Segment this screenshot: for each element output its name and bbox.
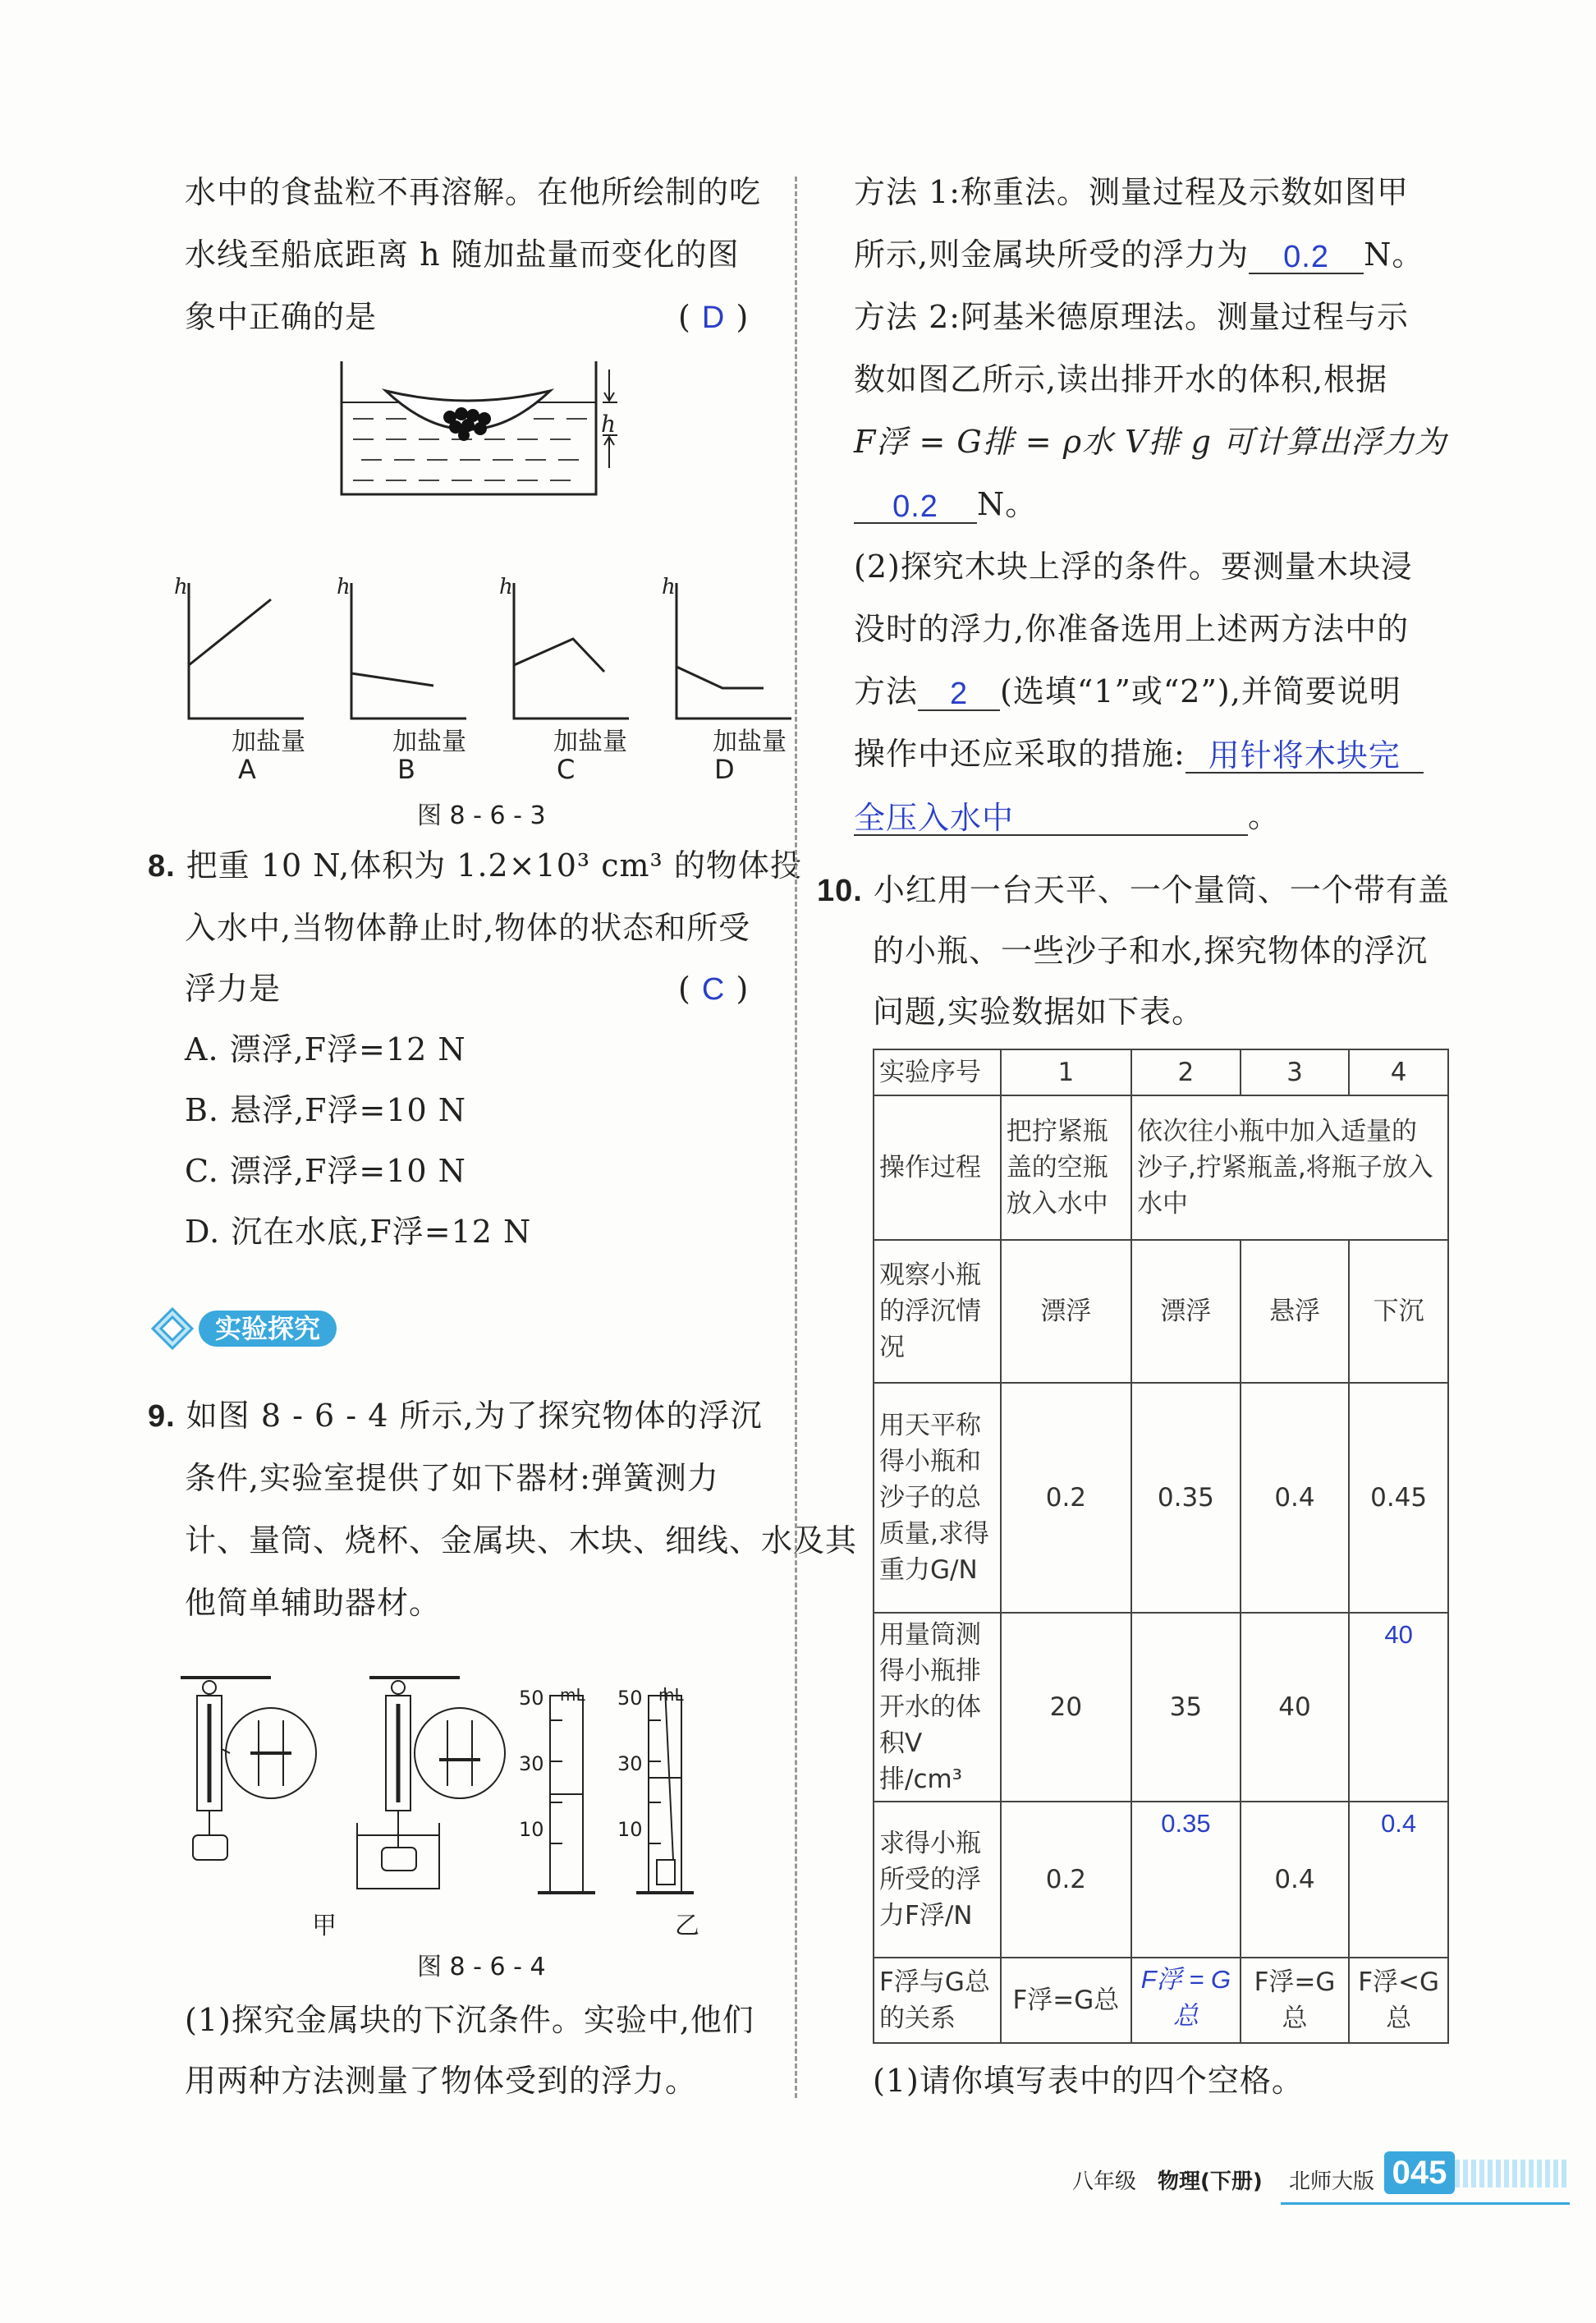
q7-line-3: 象中正确的是 [185, 299, 378, 335]
q8-line-3: 浮力是 [185, 971, 282, 1007]
rel-4: F浮<G总 [1349, 1958, 1448, 2043]
q8-line-1 [148, 846, 802, 886]
q10-text-1: 小红用一台天平、一个量筒、一个带有盖 [873, 872, 1450, 908]
sub2-answer2a: 用针将木块完 [1208, 739, 1401, 774]
table-row [874, 1049, 1448, 1095]
q8-option-b: B. 悬浮,F浮=10 N [185, 1092, 467, 1128]
method1-line-1: 方法 1:称重法。测量过程及示数如图甲 [854, 174, 1410, 210]
q8-line-2: 入水中,当物体静止时,物体的状态和所受 [185, 910, 751, 946]
q7-line-2: 水线至船底距离 h 随加盐量而变化的图 [185, 236, 740, 273]
q10-line-1 [817, 870, 1450, 911]
graph-c-xlabel: 加盐量 [553, 728, 627, 756]
sub2-measure-text: 操作中还应采取的措施: [854, 736, 1186, 772]
row-header-volume: 用量筒测得小瓶排开水的体积V排/cm³ [874, 1613, 1001, 1802]
cyl1-tick-10: 10 [519, 1818, 544, 1841]
graph-d-h: h [662, 575, 676, 599]
method1-line-2 [854, 235, 1424, 274]
buoy-1: 0.2 [1001, 1802, 1131, 1958]
table-row [874, 1240, 1448, 1383]
column-divider [795, 177, 797, 2098]
graph-d-xlabel: 加盐量 [713, 728, 787, 756]
gravity-3: 0.4 [1241, 1383, 1350, 1613]
sub2-line-5 [854, 797, 1280, 836]
cyl2-tick-10: 10 [617, 1818, 643, 1841]
cyl2-tick-50: 50 [617, 1687, 643, 1710]
method2-unit: N。 [977, 486, 1038, 522]
q10-number: 10. [817, 874, 863, 908]
q8-option-d: D. 沉在水底,F浮=12 N [185, 1214, 532, 1250]
row-header-state: 观察小瓶的浮沉情况 [874, 1240, 1001, 1383]
buoy-2 [1131, 1802, 1241, 1958]
cyl1-unit: mL [560, 1685, 585, 1705]
q8-answer: C [701, 972, 726, 1007]
state-2: 漂浮 [1131, 1240, 1241, 1383]
q7-line-1: 水中的食盐粒不再溶解。在他所绘制的吃 [185, 174, 762, 210]
sub2-line-3 [854, 672, 1401, 711]
seq-4: 4 [1349, 1049, 1448, 1095]
method1-answer: 0.2 [1283, 240, 1329, 274]
label-jia: 甲 [312, 1912, 337, 1940]
volume-2: 35 [1131, 1613, 1241, 1802]
graph-c-label: C [557, 754, 576, 785]
section-banner [149, 1306, 363, 1352]
label-yi: 乙 [675, 1912, 699, 1940]
volume-4-answer: 40 [1384, 1620, 1413, 1649]
sub2-answer: 2 [949, 677, 969, 711]
page-number: 045 [1384, 2151, 1455, 2194]
state-3: 悬浮 [1241, 1240, 1350, 1383]
sub2-line-2: 没时的浮力,你准备选用上述两方法中的 [854, 611, 1410, 647]
q9-number: 9. [148, 1399, 176, 1434]
q9-line-1 [148, 1396, 763, 1436]
rel-3: F浮=G总 [1241, 1958, 1350, 2043]
gravity-1: 0.2 [1001, 1383, 1131, 1613]
four-graphs [164, 575, 805, 739]
q8-option-c: C. 漂浮,F浮=10 N [185, 1153, 466, 1189]
sub2-method-text: 方法 [854, 673, 919, 709]
gravity-4: 0.45 [1349, 1383, 1448, 1613]
graph-b-xlabel: 加盐量 [392, 728, 466, 756]
q9-sub1-line-1: (1)探究金属块的下沉条件。实验中,他们 [185, 2002, 754, 2038]
graph-a-xlabel: 加盐量 [232, 728, 305, 756]
rel-2 [1131, 1958, 1241, 2043]
buoy-4 [1349, 1802, 1448, 1958]
footer-subject: 物理(下册) [1158, 2169, 1263, 2194]
row-header-gravity: 用天平称得小瓶和沙子的总质量,求得重力G/N [874, 1383, 1001, 1613]
q8-answer-bracket: ( C ) [678, 971, 750, 1007]
cyl2-unit: mL [658, 1685, 684, 1705]
table-row [874, 1613, 1448, 1802]
footer-rule [1281, 2202, 1570, 2205]
q9-line-3: 计、量筒、烧杯、金属块、木块、细线、水及其 [185, 1522, 858, 1559]
row-header-buoy: 求得小瓶所受的浮力F浮/N [874, 1802, 1001, 1958]
volume-1: 20 [1001, 1613, 1131, 1802]
footer-stripe [1455, 2160, 1570, 2188]
q10-line-3: 问题,实验数据如下表。 [873, 994, 1204, 1030]
h-label: h [601, 411, 617, 438]
method2-line-1: 方法 2:阿基米德原理法。测量过程与示 [854, 299, 1410, 335]
q9-line-2: 条件,实验室提供了如下器材:弹簧测力 [185, 1460, 719, 1496]
volume-4 [1349, 1613, 1448, 1802]
graph-b-label: B [397, 754, 415, 785]
buoy-2-answer: 0.35 [1161, 1809, 1211, 1838]
row-header-rel: F浮与G总的关系 [874, 1958, 1001, 2043]
q9-sub1-line-2: 用两种方法测量了物体受到的浮力。 [185, 2063, 698, 2099]
figure-864-apparatus [172, 1671, 796, 1917]
cyl1-tick-30: 30 [519, 1752, 544, 1775]
method1-unit: N。 [1364, 236, 1424, 273]
table-row [874, 1095, 1448, 1240]
figure-864-caption: 图 8 - 6 - 4 [417, 1953, 546, 1981]
q7-answer: D [701, 301, 726, 335]
graph-c-h: h [499, 575, 513, 599]
volume-3: 40 [1241, 1613, 1350, 1802]
footer-edition: 北师大版 [1289, 2169, 1375, 2194]
q9-text-1: 如图 8 - 6 - 4 所示,为了探究物体的浮沉 [186, 1398, 763, 1434]
graph-d-label: D [714, 754, 735, 785]
state-4: 下沉 [1349, 1240, 1448, 1383]
table-row [874, 1802, 1448, 1958]
container-boat-figure [328, 353, 624, 501]
method2-line-4 [854, 484, 1037, 524]
gravity-2: 0.35 [1131, 1383, 1241, 1613]
seq-3: 3 [1241, 1049, 1350, 1095]
sub2-line-1: (2)探究木块上浮的条件。要测量木块浸 [854, 549, 1413, 585]
method1-text: 所示,则金属块所受的浮力为 [854, 236, 1250, 273]
q10-sub1: (1)请你填写表中的四个空格。 [873, 2063, 1304, 2099]
sub2-answer2b: 全压入水中 [854, 801, 1015, 836]
sub2-end: 。 [1248, 798, 1281, 834]
op-rest: 依次往小瓶中加入适量的沙子,拧紧瓶盖,将瓶子放入水中 [1131, 1095, 1448, 1240]
q7-answer-bracket: ( D ) [678, 299, 750, 335]
seq-1: 1 [1001, 1049, 1131, 1095]
experiment-table [873, 1049, 1449, 2044]
graph-b-h: h [337, 575, 351, 599]
q9-line-4: 他简单辅助器材。 [185, 1585, 442, 1621]
section-title: 实验探究 [199, 1311, 337, 1347]
table-row [874, 1958, 1448, 2043]
buoy-3: 0.4 [1241, 1802, 1350, 1958]
row-header-op: 操作过程 [874, 1095, 1001, 1240]
state-1: 漂浮 [1001, 1240, 1131, 1383]
rel-1: F浮=G总 [1001, 1958, 1131, 2043]
buoy-4-answer: 0.4 [1381, 1809, 1417, 1838]
method2-formula: F浮 = G排 = ρ水 V排 g 可计算出浮力为 [854, 424, 1447, 460]
cyl2-tick-30: 30 [617, 1752, 643, 1775]
row-header-seq: 实验序号 [874, 1049, 1001, 1095]
q8-number: 8. [148, 849, 176, 884]
q10-line-2: 的小瓶、一些沙子和水,探究物体的浮沉 [873, 933, 1429, 969]
method2-answer: 0.2 [892, 489, 938, 524]
graph-a-label: A [238, 754, 256, 785]
figure-863-caption: 图 8 - 6 - 3 [417, 801, 546, 830]
seq-2: 2 [1131, 1049, 1241, 1095]
sub2-select-hint: (选填“1”或“2”),并简要说明 [1000, 673, 1401, 709]
sub2-line-4 [854, 734, 1424, 774]
table-row [874, 1383, 1448, 1613]
graph-a-h: h [174, 575, 188, 599]
q8-text-1: 把重 10 N,体积为 1.2×10³ cm³ 的物体投 [186, 847, 802, 884]
footer-grade: 八年级 [1072, 2169, 1137, 2194]
q8-option-a: A. 漂浮,F浮=12 N [185, 1031, 466, 1067]
op-1: 把拧紧瓶盖的空瓶放入水中 [1001, 1095, 1131, 1240]
rel-2-answer: F浮 = G总 [1140, 1965, 1231, 2030]
cyl1-tick-50: 50 [519, 1687, 544, 1710]
method2-line-2: 数如图乙所示,读出排开水的体积,根据 [854, 361, 1388, 397]
